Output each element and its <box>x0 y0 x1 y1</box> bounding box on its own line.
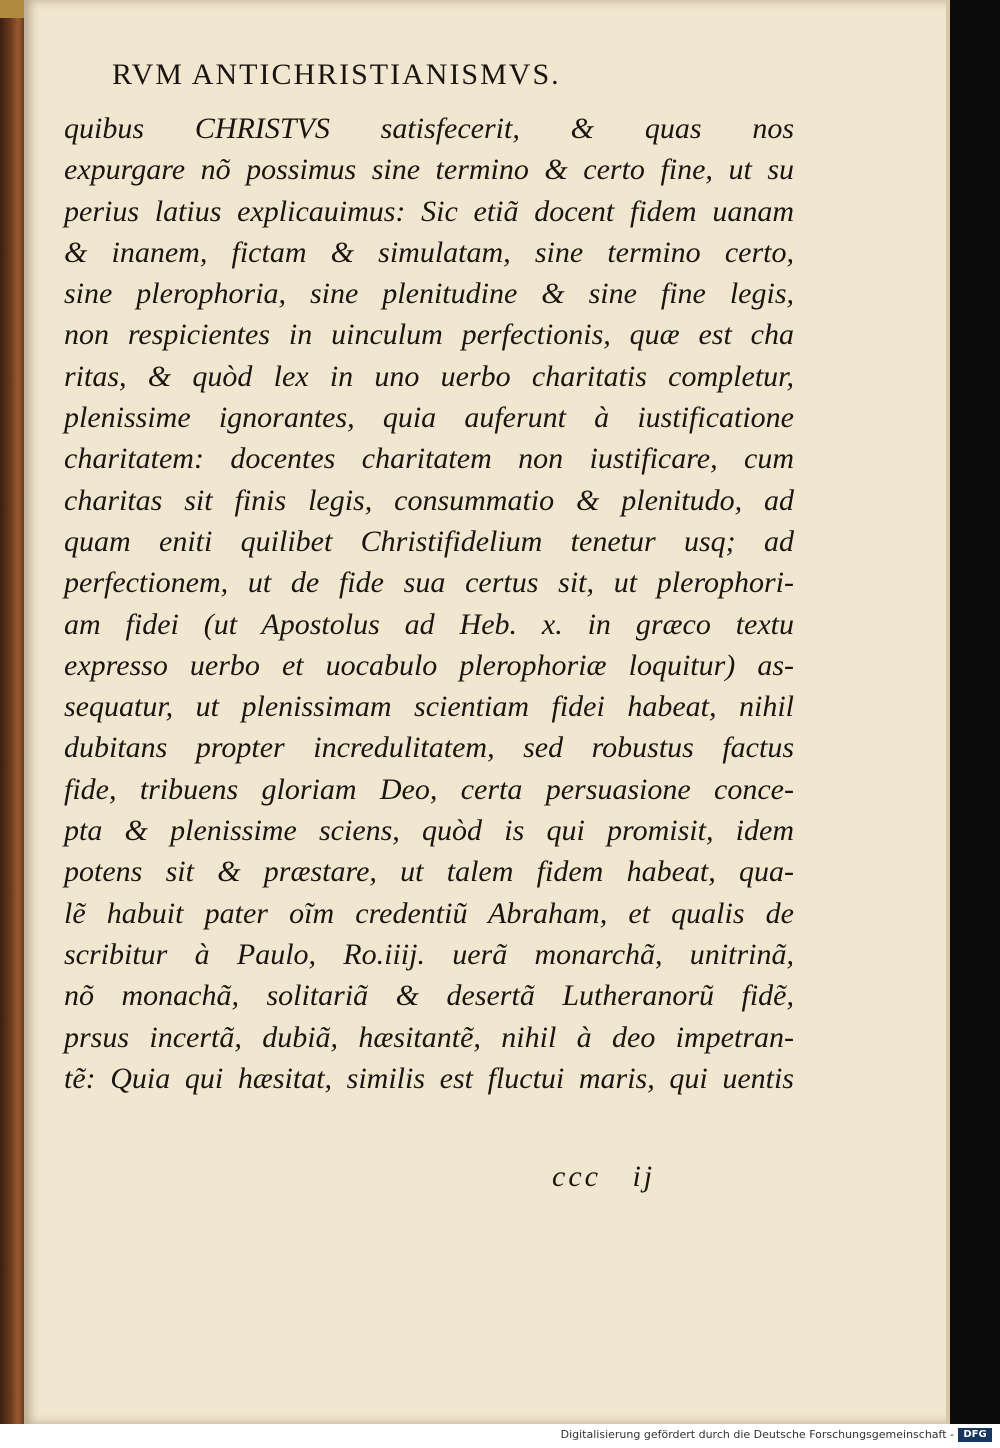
text-line: fide, tribuens gloriam Deo, certa persuasione conce- <box>64 772 794 806</box>
text-line: charitatem: docentes charitatem non iustificare, cum <box>64 442 794 476</box>
book-binding-edge <box>0 0 26 1424</box>
footer-credit: Digitalisierung gefördert durch die Deutsche Forschungsgemeinschaft - <box>560 1428 954 1441</box>
text-line: tẽ: Quia qui hæsitat, similis est fluctui maris, qui uentis <box>64 1061 794 1095</box>
scan-margin-right <box>950 0 1000 1424</box>
text-line: plenissime ignorantes, quia auferunt à iustificatione <box>64 401 794 435</box>
text-line: ritas, & quòd lex in uno uerbo charitatis completur, <box>64 359 794 393</box>
text-line: sine plerophoria, sine plenitudine & sine fine legis, <box>64 277 794 311</box>
text-line: perfectionem, ut de fide sua certus sit, ut plerophori- <box>64 566 794 600</box>
text-line: am fidei (ut Apostolus ad Heb. x. in græco textu <box>64 607 794 641</box>
text-line: lẽ habuit pater oĩm credentiũ Abraham, et qualis de <box>64 896 794 930</box>
text-line: pta & plenissime sciens, quòd is qui promisit, idem <box>64 814 794 848</box>
text-line: prsus incertã, dubiã, hæsitantẽ, nihil à deo impetran- <box>64 1020 794 1054</box>
running-head: RVM ANTICHRISTIANISMVS. <box>112 58 561 91</box>
signature-mark: ccc ij <box>552 1160 656 1193</box>
text-line: potens sit & præstare, ut talem fidem habeat, qua- <box>64 855 794 889</box>
text-line: perius latius explicauimus: Sic etiã docent fidem uanam <box>64 194 794 228</box>
text-line: dubitans propter incredulitatem, sed robustus factus <box>64 731 794 765</box>
text-line: expurgare nõ possimus sine termino & certo fine, ut su <box>64 153 794 187</box>
text-line: scribitur à Paulo, Ro.iiij. uerã monarchã, unitrinã, <box>64 937 794 971</box>
text-line: expresso uerbo et uocabulo plerophoriæ loquitur) as- <box>64 648 794 682</box>
text-line: charitas sit finis legis, consummatio & plenitudo, ad <box>64 483 794 517</box>
text-line: & inanem, fictam & simulatam, sine termino certo, <box>64 235 794 269</box>
text-line: quibus CHRISTVS satisfecerit, & quas nos <box>64 112 794 145</box>
dfg-logo: DFG <box>958 1428 992 1442</box>
text-line: sequatur, ut plenissimam scientiam fidei habeat, nihil <box>64 690 794 724</box>
text-line: nõ monachã, solitariã & desertã Lutheranorũ fidẽ, <box>64 979 794 1013</box>
page-body-text <box>64 108 794 1099</box>
text-line: quam eniti quilibet Christifidelium tenetur usq; ad <box>64 524 794 558</box>
book-page <box>24 0 950 1424</box>
text-line: non respicientes in uinculum perfectionis, quæ est cha <box>64 318 794 352</box>
